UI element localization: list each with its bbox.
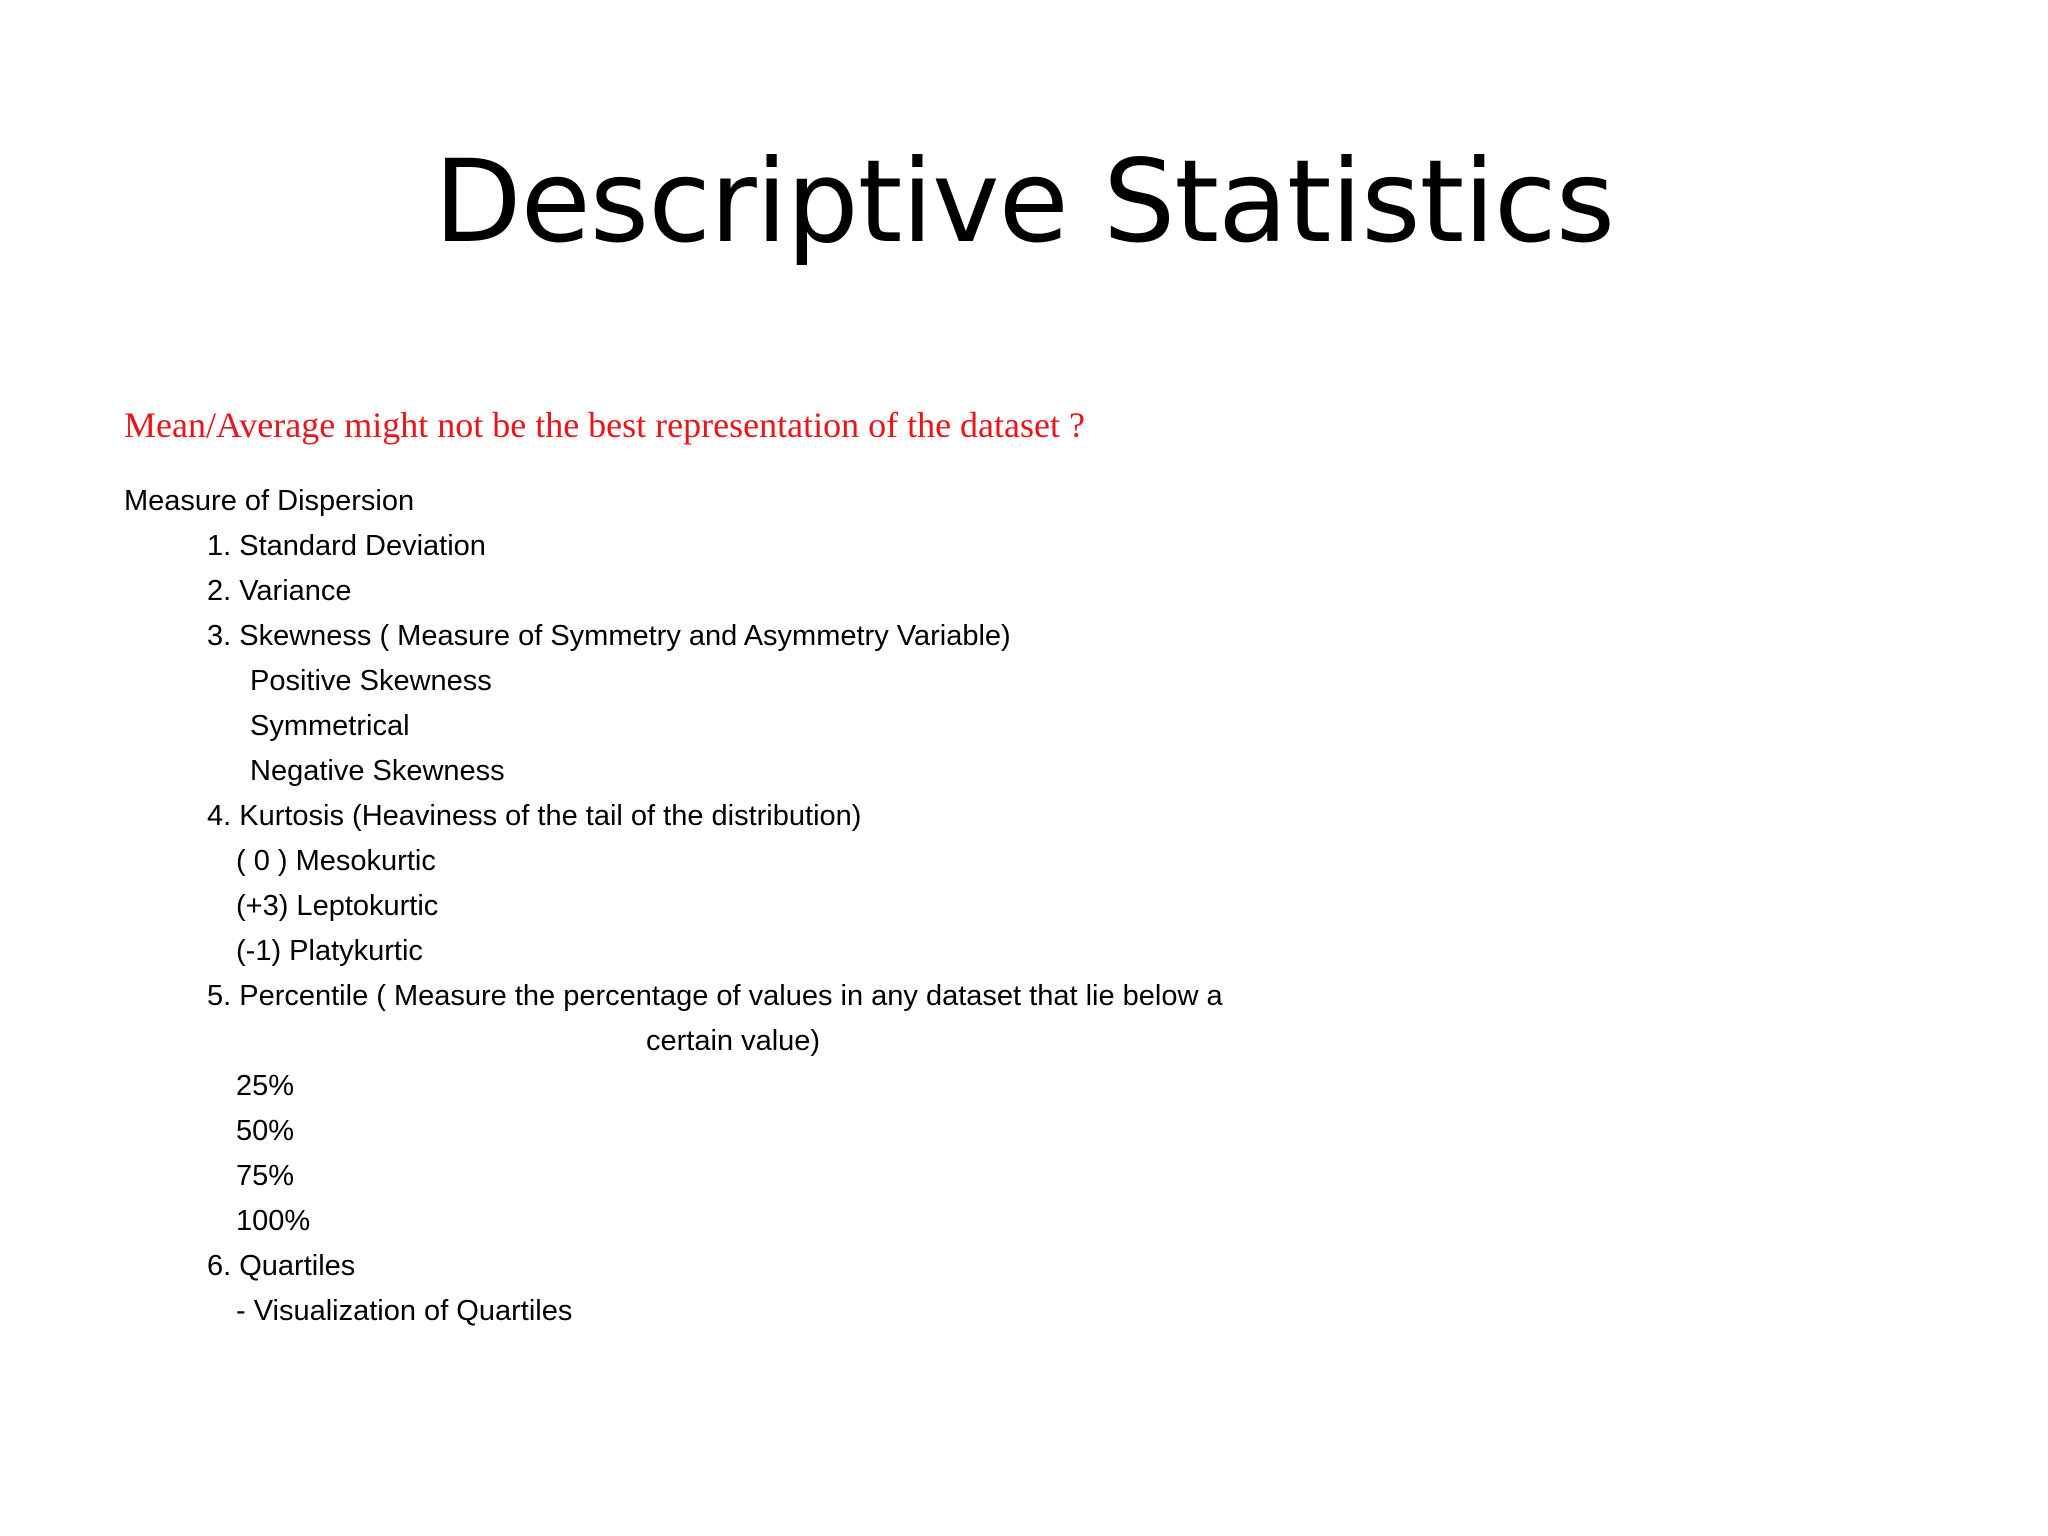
sub-item-leptokurtic: (+3) Leptokurtic (236, 890, 439, 922)
list-item-standard-deviation: 1. Standard Deviation (207, 530, 486, 562)
list-item-percentile-continued: certain value) (646, 1025, 821, 1057)
list-item-quartiles: 6. Quartiles (207, 1250, 356, 1282)
sub-item-mesokurtic: ( 0 ) Mesokurtic (236, 845, 436, 877)
list-item-kurtosis: 4. Kurtosis (Heaviness of the tail of the distribution) (207, 800, 862, 832)
list-item-percentile: 5. Percentile ( Measure the percentage of values in any dataset that lie below a (207, 980, 1223, 1012)
sub-item-percentile-50: 50% (236, 1115, 295, 1147)
sub-item-symmetrical: Symmetrical (250, 710, 410, 742)
slide-title: Descriptive Statistics (433, 135, 1615, 268)
sub-item-positive-skewness: Positive Skewness (250, 665, 492, 697)
sub-item-negative-skewness: Negative Skewness (250, 755, 505, 787)
section-heading: Measure of Dispersion (124, 485, 415, 517)
sub-item-platykurtic: (-1) Platykurtic (236, 935, 423, 967)
sub-item-percentile-25: 25% (236, 1070, 295, 1102)
sub-item-percentile-75: 75% (236, 1160, 295, 1192)
sub-item-percentile-100: 100% (236, 1205, 311, 1237)
sub-item-quartiles-visualization: - Visualization of Quartiles (236, 1295, 573, 1327)
list-item-variance: 2. Variance (207, 575, 352, 607)
question-text: Mean/Average might not be the best representation of the dataset ? (124, 405, 1085, 445)
list-item-skewness: 3. Skewness ( Measure of Symmetry and Asymmetry Variable) (207, 620, 1011, 652)
